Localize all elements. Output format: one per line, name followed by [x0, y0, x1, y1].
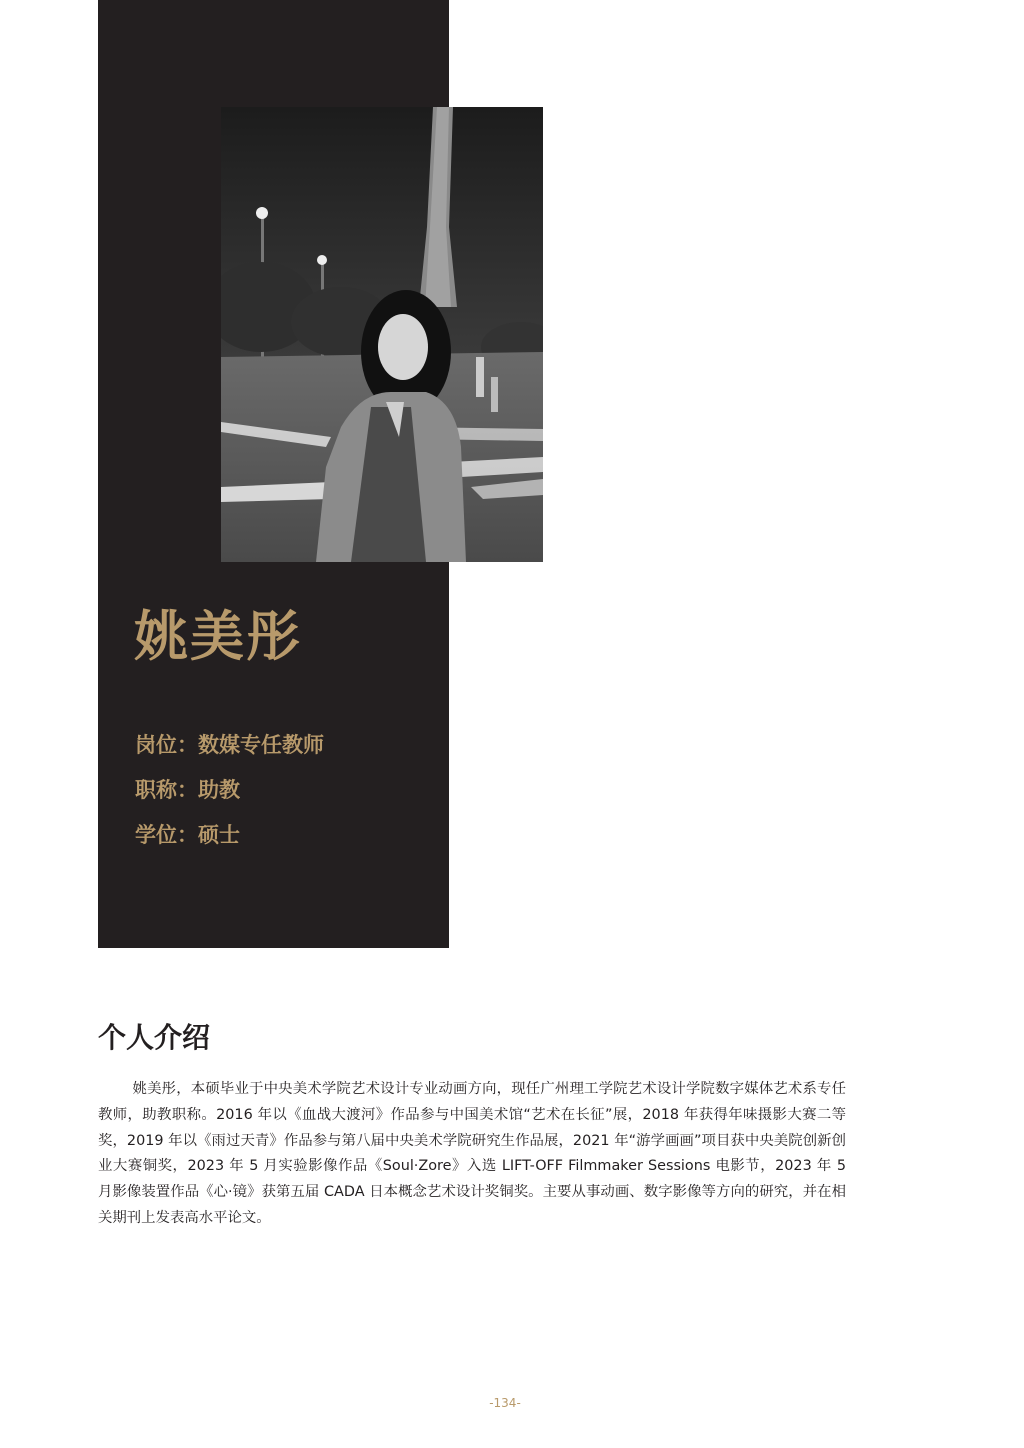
title-info: 职称：助教: [135, 778, 240, 802]
person-name: 姚美彤: [134, 605, 302, 668]
degree-info: 学位：硕士: [135, 823, 240, 847]
position-info: 岗位：数媒专任教师: [135, 733, 324, 757]
intro-body: 姚美彤，本硕毕业于中央美术学院艺术设计专业动画方向，现任广州理工学院艺术设计学院数字媒体艺术系专任教师，助教职称。2016 年以《血战大渡河》作品参与中国美术馆“艺术在长征”展，2018 年获得年味摄影大赛二等奖，2019 年以《雨过天青》作品参与第八届中央美术学院研究生作品展，2021 年“游学画画”项目获中央美院创新创业大赛铜奖，2023 年 5 月实验影像作品《Soul·Zore》入选 LIFT-OFF Filmmaker Sessions 电影节，2023 年 5 月影像装置作品《心·镜》获第五届 CADA 日本概念艺术设计奖铜奖。主要从事动画、数字影像等方向的研究，并在相关期刊上发表高水平论文。: [98, 1081, 846, 1226]
page-number: -134-: [489, 1396, 521, 1410]
portrait-photo: [221, 107, 543, 562]
intro-heading: 个人介绍: [98, 1021, 211, 1054]
